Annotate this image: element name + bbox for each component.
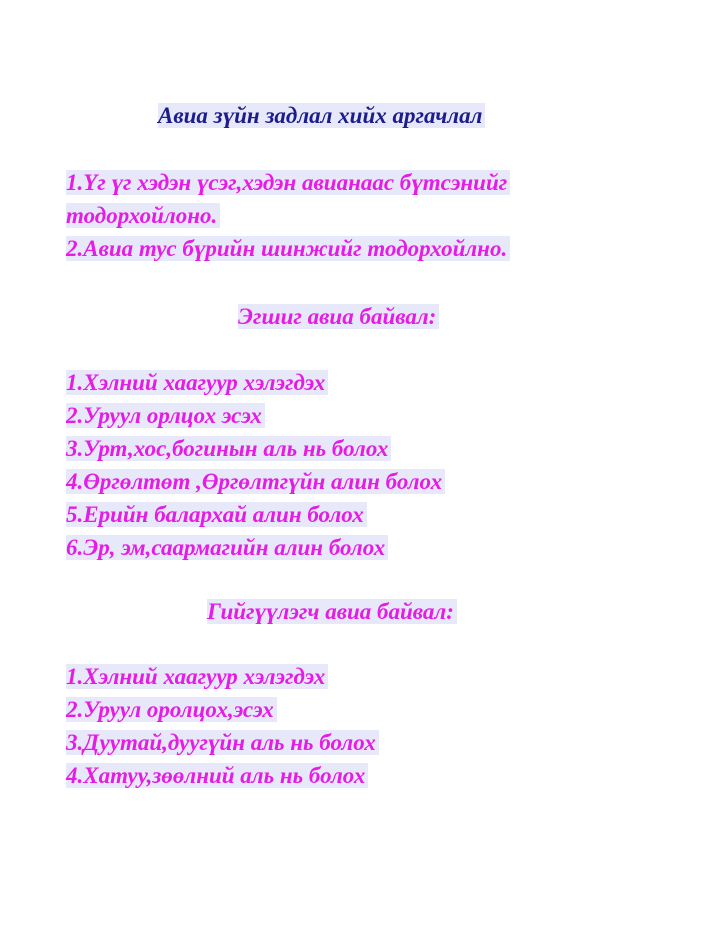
consonant-item: 3.Дуутай,дуугүйн аль нь болох xyxy=(66,728,379,758)
consonant-item: 2.Уруул оролцох,эсэх xyxy=(66,695,277,725)
vowel-item: 3.Урт,хос,богинын аль нь болох xyxy=(66,434,391,464)
consonant-item: 1.Хэлний хаагуур хэлэгдэх xyxy=(66,662,328,692)
intro-line-2: тодорхойлоно. xyxy=(66,201,220,231)
intro-line-1: 1.Үг үг хэдэн үсэг,хэдэн авианаас бүтсэнийг xyxy=(66,168,510,198)
consonants-heading: Гийгүүлэгч авиа байвал: xyxy=(207,597,457,627)
consonant-item: 4.Хатуу,зөөлний аль нь болох xyxy=(66,761,368,791)
document-title: Авиа зүйн задлал хийх аргачлал xyxy=(158,101,485,131)
intro-line-3: 2.Авиа тус бүрийн шинжийг тодорхойлно. xyxy=(66,234,510,264)
vowel-item: 4.Өргөлтөт ,Өргөлтгүйн алин болох xyxy=(66,467,445,497)
vowel-item: 5.Ерийн балархай алин болох xyxy=(66,500,367,530)
vowel-item: 6.Эр, эм,саармагийн алин болох xyxy=(66,533,388,563)
vowels-heading: Эгшиг авиа байвал: xyxy=(238,302,439,332)
vowel-item: 2.Уруул орлцох эсэх xyxy=(66,401,265,431)
vowel-item: 1.Хэлний хаагуур хэлэгдэх xyxy=(66,368,328,398)
